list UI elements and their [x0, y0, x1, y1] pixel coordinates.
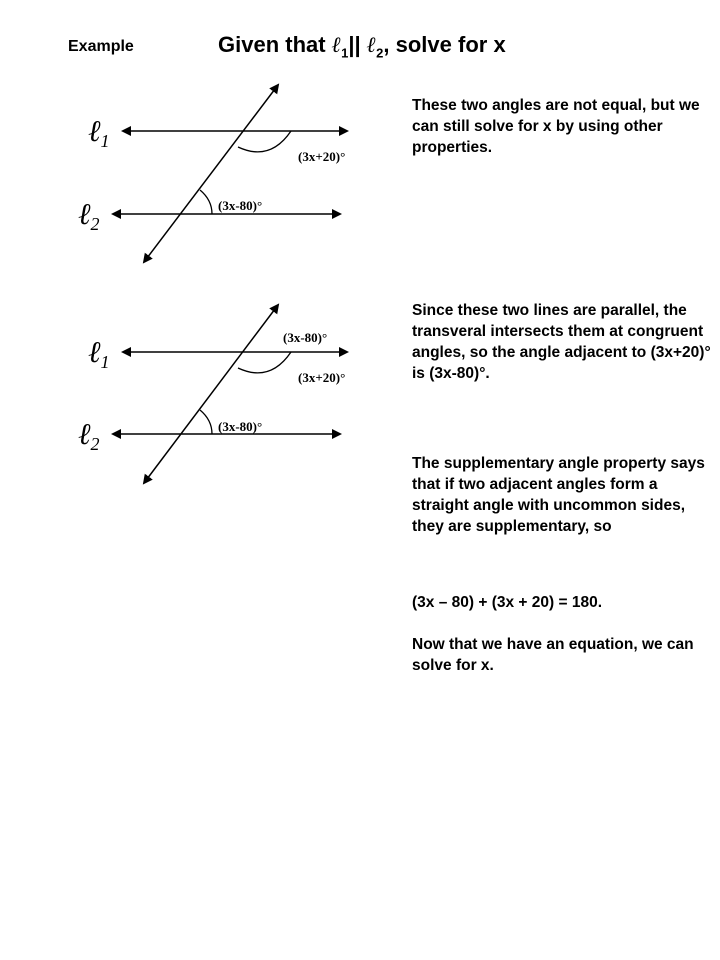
figure-1: [78, 85, 347, 262]
fig2-arc-bottom: [200, 410, 212, 434]
equation-text: (3x – 80) + (3x + 20) = 180.: [412, 594, 603, 611]
title-suffix: , solve for x: [383, 32, 506, 57]
explanation-paragraph-3: The supplementary angle property says that if two adjacent angles form a straight angle with uncommon sides, they are supplementary, so: [412, 455, 705, 535]
title-prefix: Given that: [218, 32, 332, 57]
title-l2-sub: 2: [376, 45, 384, 61]
fig1-transversal: [144, 85, 278, 262]
title-l1-letter: ℓ: [331, 32, 342, 57]
title-l1-sub: 1: [341, 45, 349, 61]
explanation-paragraph-5: Now that we have an equation, we can solve for x.: [412, 636, 694, 674]
fig1-angle-bottom: (3x-80)°: [218, 198, 263, 213]
figure-2: [78, 305, 347, 483]
fig2-transversal: [144, 305, 278, 483]
fig2-arc-top: [238, 352, 291, 373]
title-parallel: ||: [348, 32, 367, 57]
fig1-angle-top: (3x+20)°: [298, 149, 346, 164]
explanation-paragraph-1: These two angles are not equal, but we can still solve for x by using other properties.: [412, 97, 700, 156]
fig2-angle-bottom: (3x-80)°: [218, 419, 263, 434]
fig2-angle-top-upper: (3x-80)°: [283, 330, 328, 345]
explanation-paragraph-2: Since these two lines are parallel, the transveral intersects them at congruent angles, so the angle adjacent to (3x+20)° is (3x-80)°.: [412, 302, 711, 382]
example-label: Example: [68, 38, 134, 55]
title-l2-letter: ℓ: [366, 32, 377, 57]
fig2-l1-label: ℓ$_1$: [88, 336, 110, 372]
fig1-arc-bottom: [200, 190, 212, 214]
fig1-l1-label: ℓ$_1$: [88, 115, 110, 151]
fig2-angle-top: (3x+20)°: [298, 370, 346, 385]
fig1-arc-top: [238, 131, 291, 152]
fig1-l2-label: ℓ$_2$: [78, 198, 100, 234]
fig2-l2-label: ℓ$_2$: [78, 418, 100, 454]
